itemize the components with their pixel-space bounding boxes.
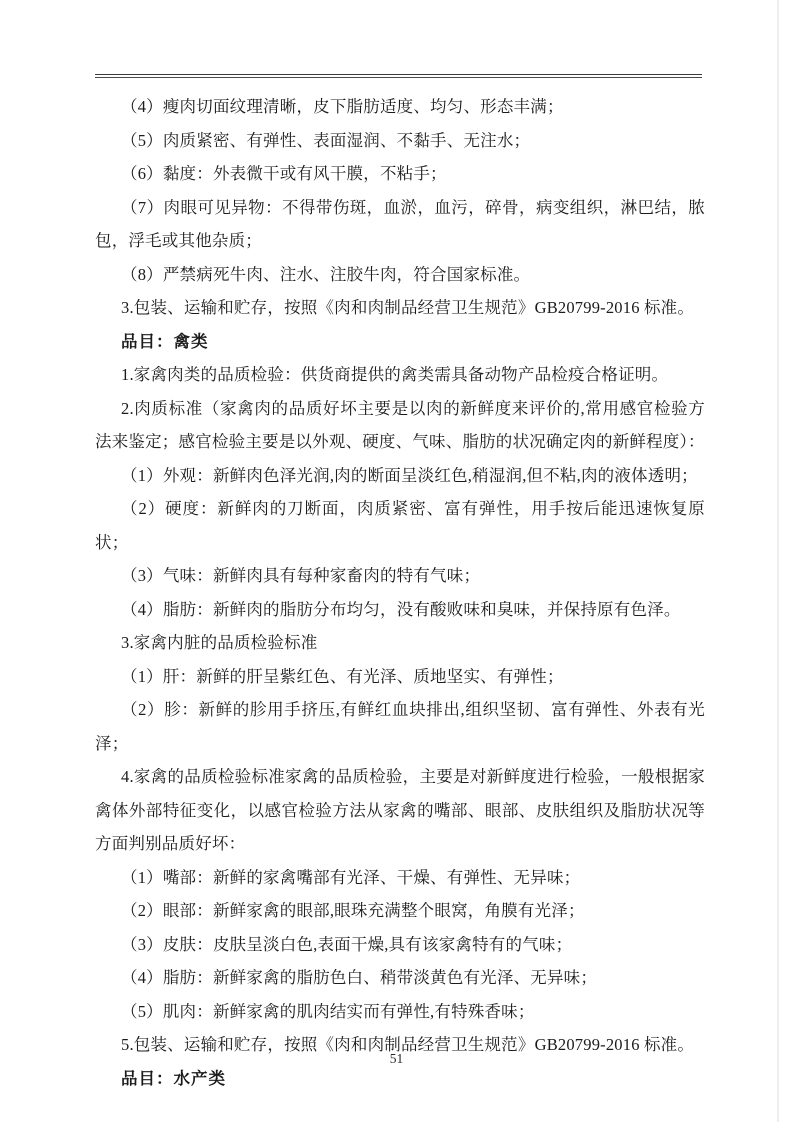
paragraph: （5）肌肉：新鲜家禽的肌肉结实而有弹性,有特殊香味； <box>121 1001 535 1021</box>
paragraph: （3）气味：新鲜肉具有每种家畜肉的特有气味； <box>121 566 481 585</box>
paragraph: （1）嘴部：新鲜的家禽嘴部有光泽、干燥、有弹性、无异味； <box>121 867 581 887</box>
paragraph: （2）眼部：新鲜家禽的眼部,眼珠充满整个眼窝，角膜有光泽； <box>121 901 585 920</box>
section-heading: 品目：禽类 <box>121 331 209 351</box>
section-heading: 品目：水产类 <box>121 1068 226 1088</box>
paragraph: （7）肉眼可见异物：不得带伤斑，血淤，血污，碎骨，病变组织，淋巴结，脓包，浮毛或其他杂质； <box>95 197 705 250</box>
paragraph: （4）脂肪：新鲜肉的脂肪分布均匀，没有酸败味和臭味，并保持原有色泽。 <box>121 599 681 619</box>
paragraph: 1.家禽肉类的品质检验：供货商提供的禽类需具备动物产品检疫合格证明。 <box>121 365 669 384</box>
paragraph: 4.家禽的品质检验标准家禽的品质检验，主要是对新鲜度进行检验，一般根据家禽体外部特征变化，以感官检验方法从家禽的嘴部、眼部、皮肤组织及脂肪状况等方面判别品质好坏： <box>95 767 705 853</box>
page-number: 51 <box>389 1051 404 1066</box>
document-body <box>95 90 705 1095</box>
paragraph: 2.肉质标准（家禽肉的品质好坏主要是以肉的新鲜度来评价的,常用感官检验方法来鉴定；感官检验主要是以外观、硬度、气味、脂肪的状况确定肉的新鲜程度）： <box>95 398 705 451</box>
paragraph: （8）严禁病死牛肉、注水、注胶牛肉，符合国家标准。 <box>121 264 531 284</box>
paragraph: （6）黏度：外表微干或有风干膜，不粘手； <box>121 164 447 183</box>
paragraph: （1）肝：新鲜的肝呈紫红色、有光泽、质地坚实、有弹性； <box>121 666 564 686</box>
paragraph: （2）胗：新鲜的胗用手挤压,有鲜红血块排出,组织坚韧、富有弹性、外表有光泽； <box>95 700 705 753</box>
paragraph: （4）脂肪：新鲜家禽的脂肪色白、稍带淡黄色有光泽、无异味； <box>121 968 598 987</box>
paragraph: 5.包装、运输和贮存，按照《肉和肉制品经营卫生规范》GB20799-2016 标准。 <box>121 1035 695 1054</box>
paragraph: （2）硬度：新鲜肉的刀断面，肉质紧密、富有弹性，用手按后能迅速恢复原状； <box>95 499 705 552</box>
paragraph: （5）肉质紧密、有弹性、表面湿润、不黏手、无注水； <box>121 130 531 150</box>
paragraph: 3.家禽内脏的品质检验标准 <box>121 633 318 652</box>
header-double-rule <box>95 74 702 78</box>
paragraph: （1）外观：新鲜肉色泽光润,肉的断面呈淡红色,稍湿润,但不粘,肉的液体透明； <box>121 465 698 485</box>
paragraph: （4）瘦肉切面纹理清晰，皮下脂肪适度、均匀、形态丰满； <box>121 97 564 116</box>
scan-artifact-line <box>777 0 779 1122</box>
paragraph: 3.包装、运输和贮存，按照《肉和肉制品经营卫生规范》GB20799-2016 标准。 <box>121 298 695 317</box>
paragraph: （3）皮肤：皮肤呈淡白色,表面干燥,具有该家禽特有的气味； <box>121 934 573 954</box>
